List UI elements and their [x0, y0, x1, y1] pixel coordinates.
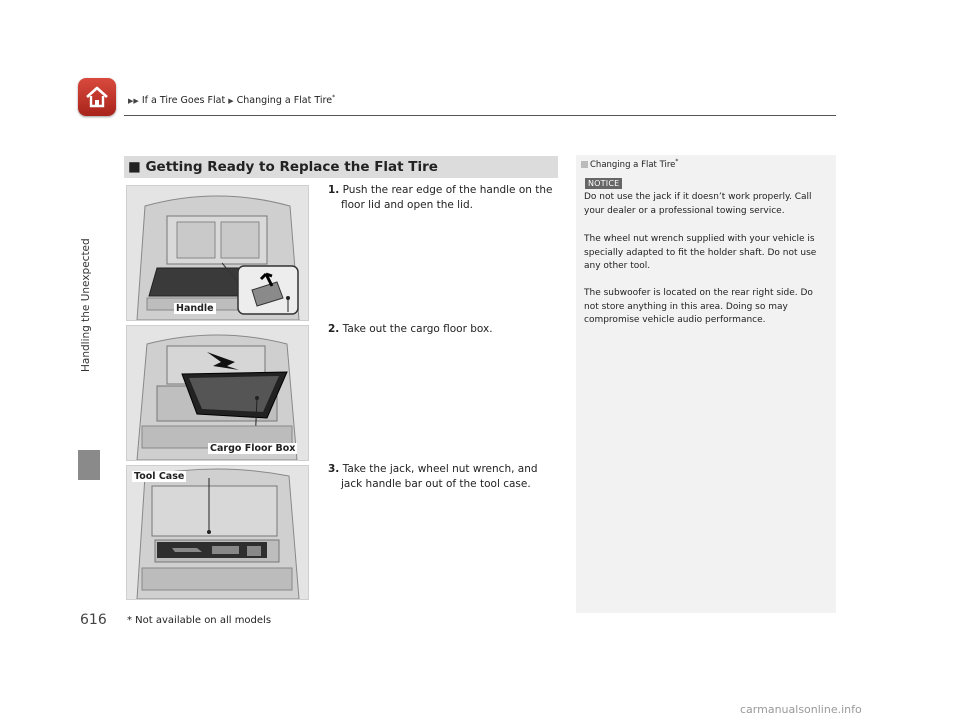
step-number: 3.: [328, 463, 340, 475]
section-title: [128, 159, 438, 175]
step-number: 1.: [328, 184, 340, 196]
label-handle: Handle: [176, 303, 214, 314]
page-number: 616: [80, 612, 107, 628]
note-paragraph-wrench: The wheel nut wrench supplied with your vehicle is specially adapted to fit the holder shaft. Do not use any other tool.: [584, 234, 817, 271]
illustration-tool-case: [126, 465, 309, 600]
section-title-text: Getting Ready to Replace the Flat Tire: [145, 159, 438, 175]
breadcrumb-arrow-icon: ▶: [228, 97, 234, 106]
notes-title-text: Changing a Flat Tire: [590, 159, 676, 170]
section-marker-icon: ■: [128, 159, 141, 175]
notes-panel: [576, 155, 836, 613]
note-paragraph-jack: Do not use the jack if it doesn’t work properly. Call your dealer or a professional towing service.: [584, 192, 812, 216]
label-cargo-floor-box: Cargo Floor Box: [210, 443, 296, 454]
chapter-tab-marker: [78, 450, 100, 480]
step-number: 2.: [328, 323, 340, 335]
note-paragraph-subwoofer: The subwoofer is located on the rear right side. Do not store anything in this area. Doing so may compromise vehicle audio performance.: [584, 288, 813, 325]
step-1: [328, 183, 553, 213]
breadcrumb-link-flat-tire[interactable]: If a Tire Goes Flat: [141, 95, 226, 107]
header-divider: [124, 115, 836, 116]
home-button[interactable]: [78, 78, 116, 116]
asterisk-mark: *: [332, 94, 336, 101]
step-text: Take out the cargo floor box.: [342, 323, 493, 335]
reference-marker-icon: [581, 161, 588, 168]
breadcrumb-arrow-icon: ▶▶: [128, 97, 139, 106]
chapter-side-label: Handling the Unexpected: [80, 238, 92, 372]
notes-title: [581, 158, 678, 170]
breadcrumb: [128, 94, 335, 106]
footnote: * Not available on all models: [127, 615, 272, 626]
step-3: [328, 462, 553, 492]
home-icon: [83, 83, 111, 111]
step-text: Push the rear edge of the handle on the floor lid and open the lid.: [341, 184, 553, 211]
asterisk-mark: *: [675, 158, 679, 165]
illustration-cargo-floor-box: [126, 325, 309, 461]
breadcrumb-current: Changing a Flat Tire: [236, 95, 333, 107]
step-2: [328, 322, 553, 337]
label-tool-case: Tool Case: [134, 471, 185, 482]
illustration-floor-lid-handle: [126, 185, 309, 321]
watermark: carmanualsonline.info: [740, 703, 862, 716]
notice-badge: NOTICE: [585, 178, 622, 189]
step-text: Take the jack, wheel nut wrench, and jack handle bar out of the tool case.: [341, 463, 538, 490]
